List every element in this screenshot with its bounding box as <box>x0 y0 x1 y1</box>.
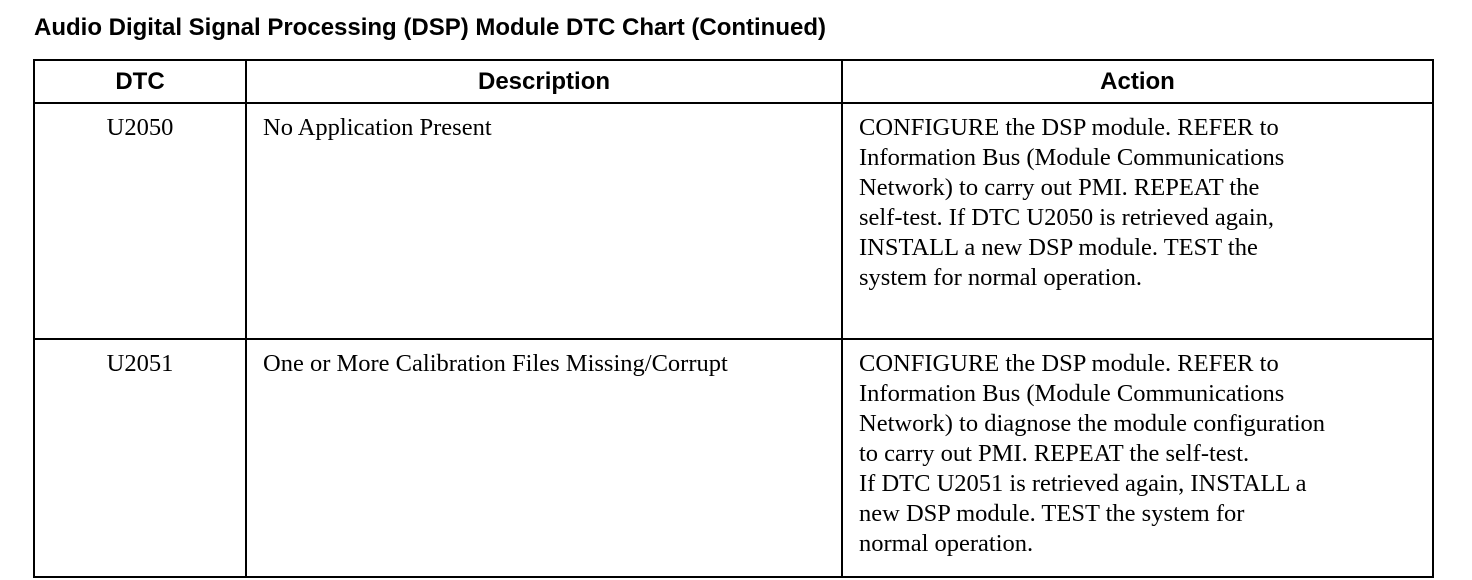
dtc-code-cell: U2051 <box>34 339 246 577</box>
action-line: system for normal operation. <box>859 264 1143 291</box>
action-line: new DSP module. TEST the system for <box>859 500 1245 527</box>
action-line: CONFIGURE the DSP module. REFER to <box>859 114 1279 141</box>
action-line: Network) to carry out PMI. REPEAT the <box>859 174 1260 201</box>
description-cell: One or More Calibration Files Missing/Corrupt <box>246 339 842 577</box>
action-line: CONFIGURE the DSP module. REFER to <box>859 350 1279 377</box>
column-header-action: Action <box>842 60 1433 103</box>
dtc-table <box>33 59 1434 578</box>
column-header-dtc: DTC <box>34 60 246 103</box>
action-cell <box>842 103 1433 339</box>
table-row <box>34 103 1433 339</box>
action-line: to carry out PMI. REPEAT the self-test. <box>859 440 1250 467</box>
action-line: Information Bus (Module Communications <box>859 144 1285 171</box>
column-header-description: Description <box>246 60 842 103</box>
action-line: INSTALL a new DSP module. TEST the <box>859 234 1258 261</box>
action-line: Network) to diagnose the module configuration <box>859 410 1326 437</box>
action-line: normal operation. <box>859 530 1034 557</box>
action-line: Information Bus (Module Communications <box>859 380 1285 407</box>
table-header-row <box>34 60 1433 103</box>
page-title: Audio Digital Signal Processing (DSP) Module DTC Chart (Continued) <box>34 14 826 41</box>
dtc-code-cell: U2050 <box>34 103 246 339</box>
action-line: If DTC U2051 is retrieved again, INSTALL a <box>859 470 1307 497</box>
action-cell <box>842 339 1433 577</box>
table-row <box>34 339 1433 577</box>
action-line: self-test. If DTC U2050 is retrieved again, <box>859 204 1275 231</box>
description-cell: No Application Present <box>246 103 842 339</box>
